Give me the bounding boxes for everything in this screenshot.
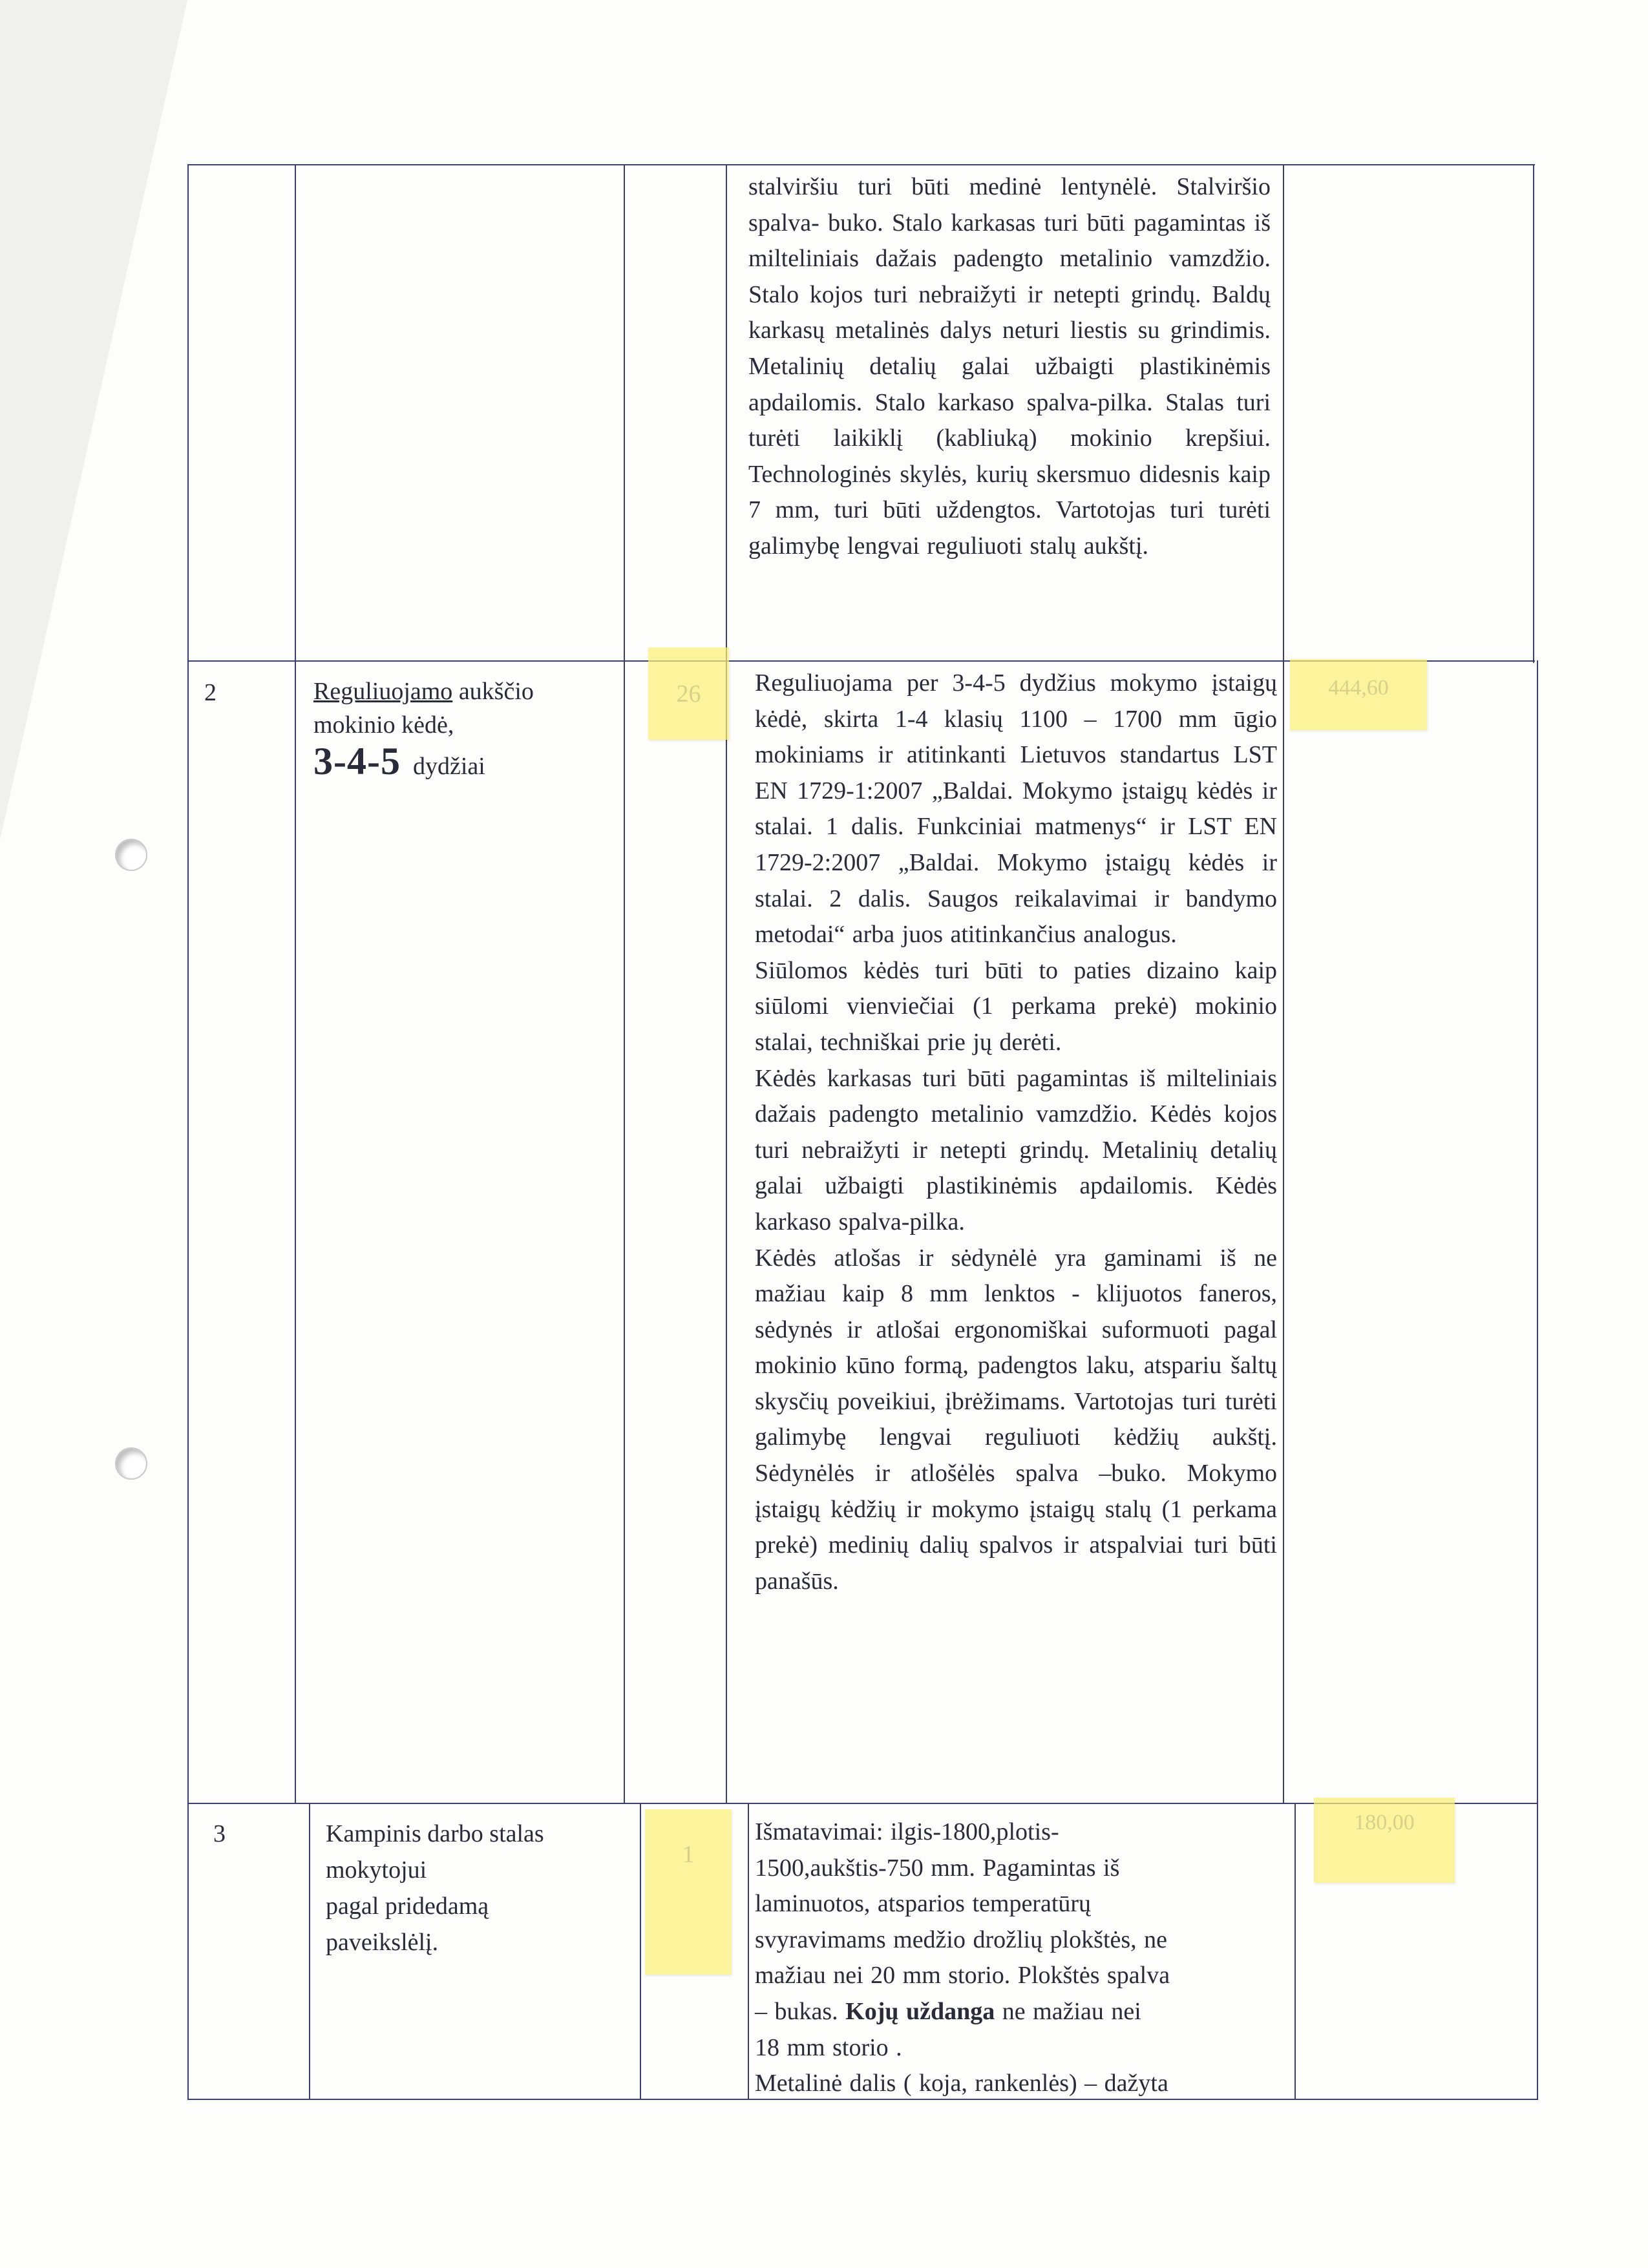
row-2-item-name bbox=[313, 675, 617, 783]
col-border-1b bbox=[309, 1803, 310, 2100]
row-3-desc-line-5: mažiau nei 20 mm storio. Plokštės spalva bbox=[755, 1962, 1170, 1990]
row-2-description-para-3: Kėdės karkasas turi būti pagamintas iš milteliniais dažais padengto metalinio vamzdžio. Kėdės kojos turi nebraižyti ir netepti grindų. Metalinių detalių galai užbaigti plastikinėmis apdailomis. Kėdės karkaso spalva-pilka. bbox=[755, 1064, 1277, 1235]
row-3-name-line-1: Kampinis darbo stalas bbox=[326, 1820, 544, 1847]
row-2-price-note bbox=[1290, 659, 1427, 730]
row-2-description-para-4: Kėdės atlošas ir sėdynėlė yra gaminami iš ne mažiau kaip 8 mm lenktos - klijuotos faneros, sėdynės ir atlošai ergonomiškai suformuoti pagal mokinio kūno formą, padengtos laku, atspariu šaltų skysčių poveikiui, įbrėžimams. Vartotojas turi turėti galimybę lengvai reguliuoti kėdžių aukštį. Sėdynėlės ir atlošėlės spalva –buko. Mokymo įstaigų kėdžių ir mokymo įstaigų stalų (1 perkama prekė) medinių dalių spalvos ir atspalviai turi būti panašūs. bbox=[755, 1244, 1277, 1595]
row-3-quantity: 1 bbox=[682, 1841, 695, 1868]
row-2-price: 444,60 bbox=[1328, 676, 1389, 700]
col-border-left bbox=[187, 164, 189, 2100]
row-2-quantity: 26 bbox=[676, 680, 701, 708]
col-border-3b bbox=[748, 1803, 749, 2100]
row-2-name-line-2: mokinio kėdė, bbox=[313, 711, 454, 739]
row-2-number: 2 bbox=[204, 679, 217, 706]
col-border-4 bbox=[1283, 164, 1284, 1804]
col-border-3 bbox=[726, 164, 727, 1804]
row-3-description bbox=[755, 1814, 1291, 2102]
col-border-right-1 bbox=[1533, 164, 1534, 663]
row-1-description-para-1: stalviršiu turi būti medinė lentynėlė. Stalviršio spalva- buko. Stalo karkasas turi būti pagamintas iš milteliniais dažais padengto metalinio vamzdžio. Stalo kojos turi nebraižyti ir netepti grindų. Baldų karkasų metalinės dalys neturi liestis su grindimis. Metalinių detalių galai užbaigti plastikinėmis apdailomis. Stalo karkaso spalva-pilka. Stalas turi turėti laikiklį (kabliuką) mokinio krepšiui. Technologinės skylės, kurių skersmuo didesnis kaip 7 mm, turi būti uždengtos. Vartotojas turi turėti galimybę lengvai reguliuoti stalų aukštį. bbox=[748, 173, 1271, 560]
row-2-size-label: dydžiai bbox=[412, 753, 485, 780]
row-3-desc-line-1: Išmatavimai: ilgis-1800,plotis- bbox=[755, 1818, 1059, 1845]
row-1-description bbox=[748, 169, 1271, 565]
row-3-desc-line-4: svyravimams medžio drožlių plokštės, ne bbox=[755, 1926, 1168, 1953]
row-3-quantity-note bbox=[645, 1809, 732, 1975]
row-2-name-rest: aukščio bbox=[452, 678, 534, 705]
punch-hole-bottom bbox=[115, 1447, 147, 1480]
row-2-size-range: 3-4-5 bbox=[313, 740, 401, 782]
row-3-desc-line-3: laminuotos, atsparios temperatūrų bbox=[755, 1890, 1092, 1918]
row-3-name-line-3: pagal pridedamą bbox=[326, 1893, 489, 1920]
table-top-border bbox=[187, 164, 1535, 165]
row-3-desc-line-6 bbox=[755, 1994, 1291, 2030]
col-border-2 bbox=[624, 164, 625, 1804]
row-3-price: 180,00 bbox=[1354, 1811, 1415, 1834]
row-3-item-name bbox=[326, 1816, 629, 1960]
row-3-desc-line-2: 1500,aukštis-750 mm. Pagamintas iš bbox=[755, 1854, 1120, 1882]
col-border-2b bbox=[640, 1803, 641, 2100]
row-3-desc-line-7: 18 mm storio . bbox=[755, 2033, 902, 2061]
row-3-desc-line-6-suffix: ne mažiau nei bbox=[995, 1997, 1141, 2025]
col-border-4b bbox=[1294, 1803, 1296, 2100]
row-3-desc-line-6-bold: Kojų uždanga bbox=[845, 1997, 995, 2025]
col-border-right-2 bbox=[1537, 660, 1538, 2100]
page-fold-shadow bbox=[0, 0, 187, 840]
row-3-number: 3 bbox=[213, 1820, 226, 1847]
punch-hole-top bbox=[115, 839, 147, 871]
row-2-name-underlined: Reguliuojamo bbox=[313, 678, 453, 705]
row-3-desc-line-6-prefix: – bukas. bbox=[755, 1997, 846, 2025]
row-2-description-para-1: Reguliuojama per 3-4-5 dydžius mokymo įstaigų kėdė, skirta 1-4 klasių 1100 – 1700 mm ūgio mokiniams ir atitinkanti Lietuvos standartus LST EN 1729-1:2007 „Baldai. Mokymo įstaigų kėdės ir stalai. 1 dalis. Funkciniai matmenys“ ir LST EN 1729-2:2007 „Baldai. Mokymo įstaigų kėdės ir stalai. 2 dalis. Saugos reikalavimai ir bandymo metodai“ arba juos atitinkančius analogus. bbox=[755, 669, 1277, 949]
row-3-name-line-2: mokytojui bbox=[326, 1856, 427, 1884]
row-2-description bbox=[755, 666, 1277, 1599]
row-2-quantity-note bbox=[648, 647, 729, 740]
row-3-name-line-4: paveikslėlį. bbox=[326, 1929, 439, 1956]
row-3-price-note bbox=[1314, 1798, 1455, 1883]
row-3-desc-line-8: Metalinė dalis ( koja, rankenlės) – dažyta bbox=[755, 2070, 1168, 2097]
row-2-description-para-2: Siūlomos kėdės turi būti to paties dizaino kaip siūlomi vienviečiai (1 perkama prekė) mokinio stalai, techniškai prie jų derėti. bbox=[755, 956, 1277, 1056]
col-border-1 bbox=[295, 164, 296, 1804]
